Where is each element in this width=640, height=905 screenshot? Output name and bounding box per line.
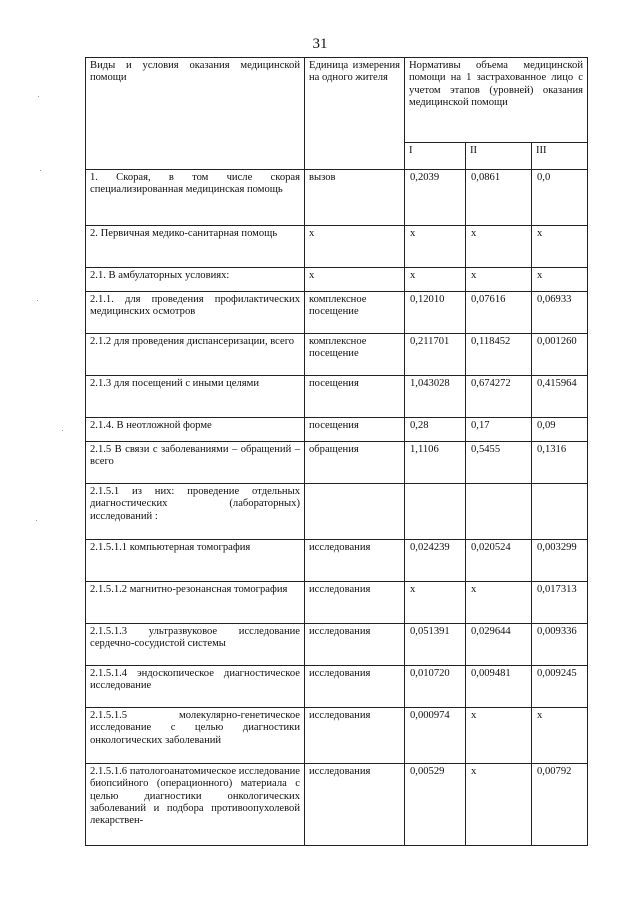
- scan-speck: [38, 96, 39, 97]
- row-value-level-1: 0,211701: [405, 334, 466, 376]
- row-unit: посещения: [305, 418, 405, 442]
- row-value-level-1: 0,051391: [405, 624, 466, 666]
- table-row: [86, 334, 588, 376]
- table-row: [86, 226, 588, 268]
- row-value-level-3: 0,003299: [532, 540, 588, 582]
- table-row: [86, 708, 588, 764]
- row-value-level-2: 0,17: [466, 418, 532, 442]
- row-value-level-2: 0,07616: [466, 292, 532, 334]
- row-value-level-3: 0,1316: [532, 442, 588, 484]
- row-value-level-2: х: [466, 764, 532, 846]
- page-number: 31: [312, 36, 328, 52]
- header-level-3: III: [532, 143, 588, 170]
- row-unit: посещения: [305, 376, 405, 418]
- row-value-level-2: [466, 484, 532, 540]
- row-value-level-1: 1,043028: [405, 376, 466, 418]
- table-row: [86, 268, 588, 292]
- scan-speck: [36, 520, 37, 521]
- row-value-level-2: 0,0861: [466, 170, 532, 226]
- row-value-level-1: 0,000974: [405, 708, 466, 764]
- row-value-level-3: 0,415964: [532, 376, 588, 418]
- row-value-level-2: х: [466, 708, 532, 764]
- table-row: [86, 484, 588, 540]
- row-service-name: 2.1.4. В неотложной форме: [86, 418, 305, 442]
- row-value-level-1: х: [405, 582, 466, 624]
- row-service-name: 2.1.5.1.3 ультразвуковое исследование сердечно-сосудистой системы: [86, 624, 305, 666]
- row-service-name: 2.1.5.1.6 патологоанатомическое исследование биопсийного (операционного) материала с целью диагностики онкологических заболеваний и подбора противоопухолевой лекарствен-: [86, 764, 305, 846]
- row-service-name: 2.1.3 для посещений с иными целями: [86, 376, 305, 418]
- table-row: [86, 624, 588, 666]
- table-row: [86, 582, 588, 624]
- row-unit: исследования: [305, 708, 405, 764]
- scan-speck: [37, 300, 38, 301]
- row-value-level-2: х: [466, 582, 532, 624]
- row-service-name: 2.1.5.1.2 магнитно-резонансная томография: [86, 582, 305, 624]
- row-value-level-1: 0,024239: [405, 540, 466, 582]
- row-service-name: 2.1.5 В связи с заболеваниями – обращений – всего: [86, 442, 305, 484]
- row-value-level-2: 0,118452: [466, 334, 532, 376]
- row-value-level-3: 0,0: [532, 170, 588, 226]
- row-value-level-3: 0,009245: [532, 666, 588, 708]
- row-unit: [305, 484, 405, 540]
- row-unit: х: [305, 268, 405, 292]
- table-row: [86, 764, 588, 846]
- row-service-name: 2.1.5.1 из них: проведение отдельных диагностических (лабораторных) исследований :: [86, 484, 305, 540]
- row-value-level-2: 0,029644: [466, 624, 532, 666]
- row-service-name: 2.1.1. для проведения профилактических медицинских осмотров: [86, 292, 305, 334]
- table-row: [86, 170, 588, 226]
- row-value-level-3: 0,017313: [532, 582, 588, 624]
- row-value-level-1: 0,010720: [405, 666, 466, 708]
- row-unit: исследования: [305, 624, 405, 666]
- norms-table: [85, 57, 588, 846]
- row-value-level-1: 1,1106: [405, 442, 466, 484]
- header-row: [86, 58, 588, 143]
- header-level-2: II: [466, 143, 532, 170]
- row-unit: комплексное посещение: [305, 334, 405, 376]
- row-unit: х: [305, 226, 405, 268]
- row-service-name: 2.1.5.1.1 компьютерная томография: [86, 540, 305, 582]
- row-value-level-1: х: [405, 226, 466, 268]
- row-value-level-2: х: [466, 226, 532, 268]
- row-unit: обращения: [305, 442, 405, 484]
- row-service-name: 1. Скорая, в том числе скорая специализированная медицинская помощь: [86, 170, 305, 226]
- row-value-level-3: 0,06933: [532, 292, 588, 334]
- table-row: [86, 442, 588, 484]
- row-value-level-3: [532, 484, 588, 540]
- table-row: [86, 376, 588, 418]
- table-row: [86, 292, 588, 334]
- row-value-level-2: 0,009481: [466, 666, 532, 708]
- row-value-level-3: х: [532, 708, 588, 764]
- scan-speck: [40, 170, 41, 171]
- row-value-level-2: х: [466, 268, 532, 292]
- row-value-level-1: [405, 484, 466, 540]
- row-service-name: 2.1.5.1.5 молекулярно-генетическое исследование с целью диагностики онкологических заболеваний: [86, 708, 305, 764]
- row-value-level-3: х: [532, 268, 588, 292]
- header-unit: Единица измерения на одного жителя: [305, 58, 405, 170]
- row-value-level-3: х: [532, 226, 588, 268]
- row-service-name: 2. Первичная медико-санитарная помощь: [86, 226, 305, 268]
- table-row: [86, 418, 588, 442]
- row-value-level-3: 0,09: [532, 418, 588, 442]
- row-unit: вызов: [305, 170, 405, 226]
- row-value-level-3: 0,001260: [532, 334, 588, 376]
- row-unit: исследования: [305, 540, 405, 582]
- row-value-level-2: 0,674272: [466, 376, 532, 418]
- row-unit: исследования: [305, 666, 405, 708]
- row-value-level-2: 0,020524: [466, 540, 532, 582]
- row-value-level-1: 0,28: [405, 418, 466, 442]
- row-service-name: 2.1.5.1.4 эндоскопическое диагностическое исследование: [86, 666, 305, 708]
- header-level-1: I: [405, 143, 466, 170]
- table-row: [86, 540, 588, 582]
- row-unit: исследования: [305, 582, 405, 624]
- row-value-level-3: 0,009336: [532, 624, 588, 666]
- row-value-level-1: 0,12010: [405, 292, 466, 334]
- row-value-level-3: 0,00792: [532, 764, 588, 846]
- row-service-name: 2.1. В амбулаторных условиях:: [86, 268, 305, 292]
- row-value-level-2: 0,5455: [466, 442, 532, 484]
- scan-speck: [62, 430, 63, 431]
- table-row: [86, 666, 588, 708]
- row-service-name: 2.1.2 для проведения диспансеризации, всего: [86, 334, 305, 376]
- row-unit: исследования: [305, 764, 405, 846]
- row-value-level-1: 0,2039: [405, 170, 466, 226]
- header-service-type: Виды и условия оказания медицинской помощи: [86, 58, 305, 170]
- row-value-level-1: 0,00529: [405, 764, 466, 846]
- row-value-level-1: х: [405, 268, 466, 292]
- header-norms: Нормативы объема медицинской помощи на 1 застрахованное лицо с учетом этапов (уровней) оказания медицинской помощи: [405, 58, 588, 143]
- row-unit: комплексное посещение: [305, 292, 405, 334]
